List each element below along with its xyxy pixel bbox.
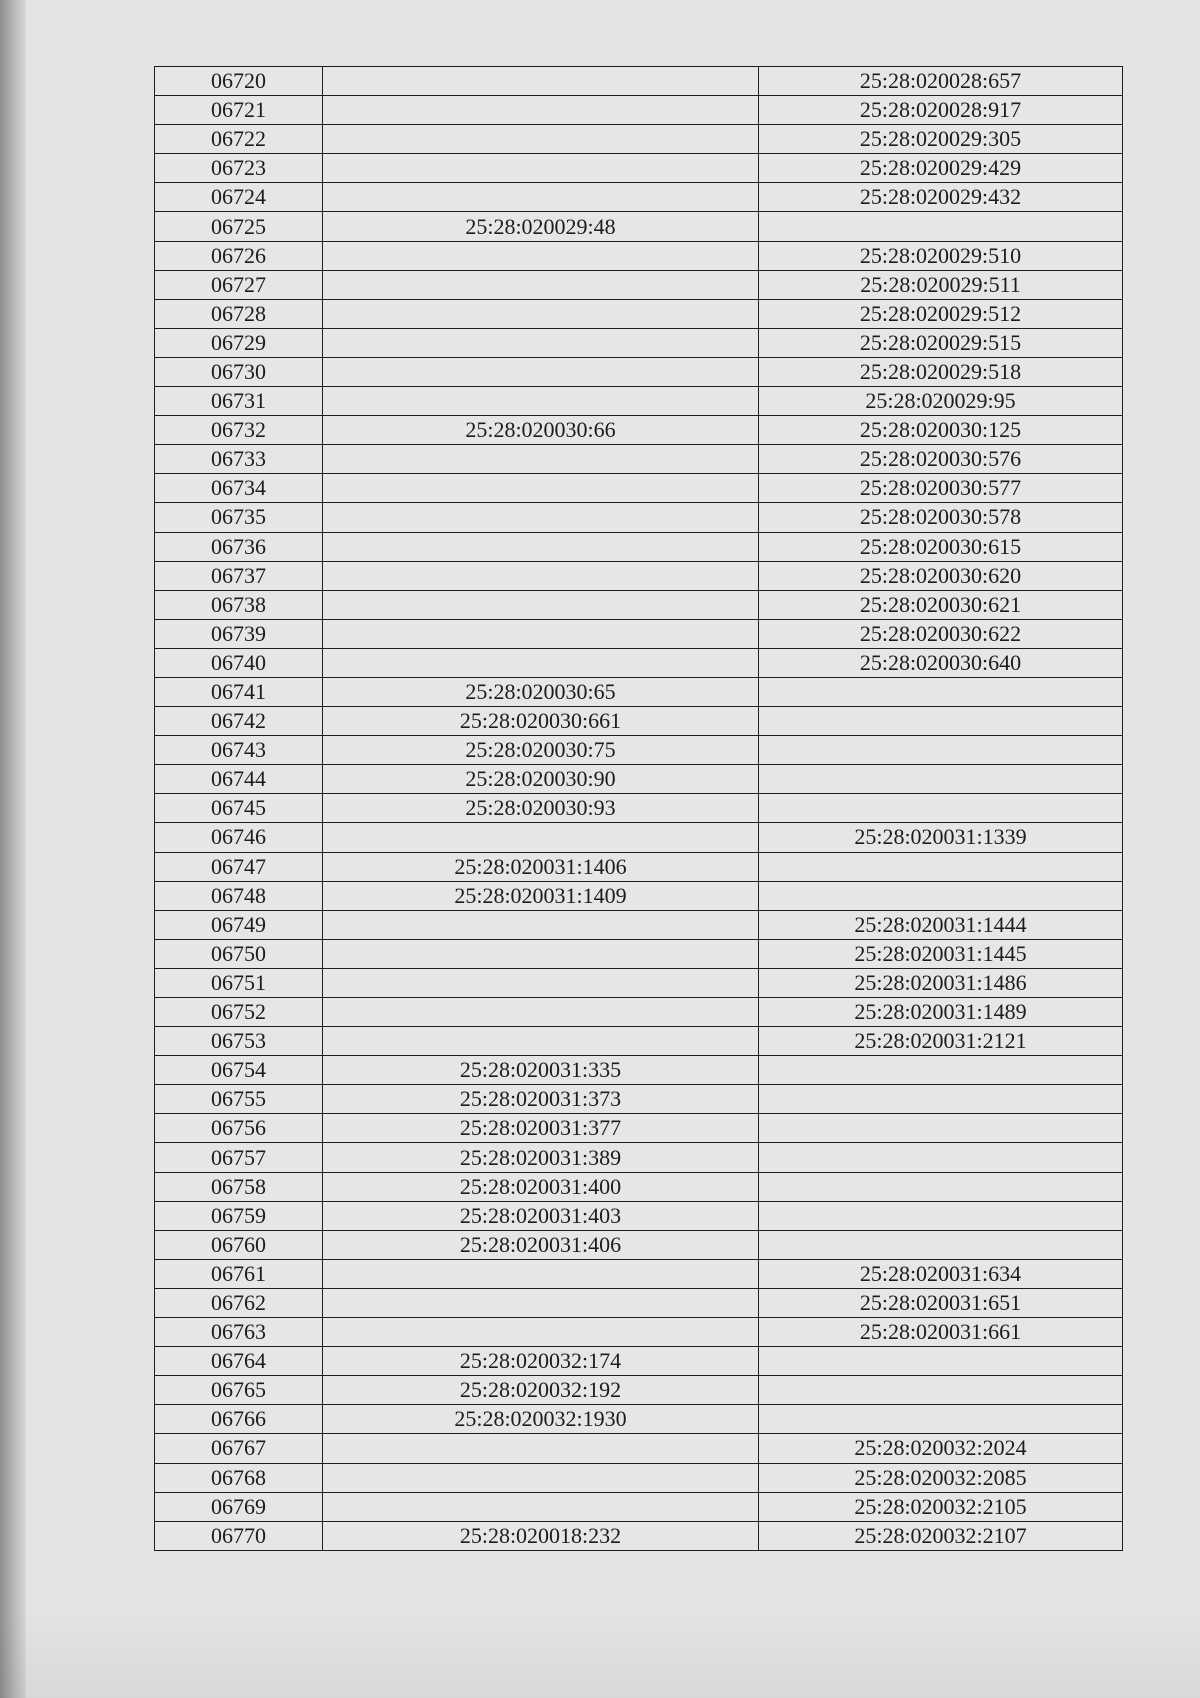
cadastral-number-cell-b: 25:28:020032:2105 [759,1492,1123,1521]
table-row [155,125,1123,154]
cadastral-number-cell-a [323,328,759,357]
table-row [155,910,1123,939]
row-number-cell: 06765 [155,1376,323,1405]
cadastral-number-cell-a: 25:28:020031:373 [323,1085,759,1114]
cadastral-number-cell-b: 25:28:020031:1445 [759,939,1123,968]
cadastral-number-cell-a: 25:28:020029:48 [323,212,759,241]
table-row [155,416,1123,445]
cadastral-number-cell-b: 25:28:020029:515 [759,328,1123,357]
cadastral-number-cell-a [323,648,759,677]
row-number-cell: 06728 [155,299,323,328]
cadastral-number-cell-b [759,736,1123,765]
row-number-cell: 06733 [155,445,323,474]
row-number-cell: 06726 [155,241,323,270]
row-number-cell: 06730 [155,357,323,386]
row-number-cell: 06761 [155,1259,323,1288]
cadastral-number-cell-b: 25:28:020030:615 [759,532,1123,561]
cadastral-number-cell-b: 25:28:020031:1339 [759,823,1123,852]
row-number-cell: 06721 [155,96,323,125]
cadastral-number-cell-b [759,1376,1123,1405]
cadastral-number-cell-b: 25:28:020029:429 [759,154,1123,183]
row-number-cell: 06723 [155,154,323,183]
cadastral-number-cell-a [323,1318,759,1347]
row-number-cell: 06732 [155,416,323,445]
table-row [155,1085,1123,1114]
row-number-cell: 06722 [155,125,323,154]
page-binding-edge [0,0,26,1698]
row-number-cell: 06742 [155,707,323,736]
cadastral-number-cell-b: 25:28:020030:622 [759,619,1123,648]
cadastral-number-cell-b: 25:28:020031:1486 [759,968,1123,997]
cadastral-number-cell-a [323,619,759,648]
cadastral-number-cell-a [323,299,759,328]
table-row [155,707,1123,736]
cadastral-number-cell-b [759,765,1123,794]
table-row [155,794,1123,823]
table-row [155,1492,1123,1521]
table-row [155,1318,1123,1347]
table-row [155,619,1123,648]
cadastral-number-cell-b: 25:28:020031:1444 [759,910,1123,939]
cadastral-number-cell-a: 25:28:020032:1930 [323,1405,759,1434]
row-number-cell: 06737 [155,561,323,590]
cadastral-number-cell-a [323,387,759,416]
cadastral-number-cell-a: 25:28:020032:174 [323,1347,759,1376]
row-number-cell: 06743 [155,736,323,765]
table-row [155,1172,1123,1201]
row-number-cell: 06749 [155,910,323,939]
cadastral-number-cell-b: 25:28:020029:432 [759,183,1123,212]
row-number-cell: 06736 [155,532,323,561]
cadastral-number-cell-a: 25:28:020018:232 [323,1521,759,1550]
cadastral-number-cell-b [759,1201,1123,1230]
cadastral-number-cell-b [759,852,1123,881]
cadastral-number-cell-b: 25:28:020032:2024 [759,1434,1123,1463]
cadastral-number-cell-b: 25:28:020030:125 [759,416,1123,445]
table-row [155,212,1123,241]
row-number-cell: 06729 [155,328,323,357]
row-number-cell: 06725 [155,212,323,241]
cadastral-number-cell-a: 25:28:020030:661 [323,707,759,736]
cadastral-number-cell-a [323,241,759,270]
row-number-cell: 06748 [155,881,323,910]
table-row [155,561,1123,590]
table-row [155,1027,1123,1056]
cadastral-number-cell-b [759,677,1123,706]
cadastral-number-cell-a: 25:28:020031:335 [323,1056,759,1085]
row-number-cell: 06756 [155,1114,323,1143]
cadastral-number-cell-b: 25:28:020030:620 [759,561,1123,590]
row-number-cell: 06746 [155,823,323,852]
cadastral-number-cell-a [323,823,759,852]
cadastral-number-cell-b: 25:28:020029:95 [759,387,1123,416]
cadastral-number-cell-a: 25:28:020032:192 [323,1376,759,1405]
table-row [155,648,1123,677]
table-row [155,1201,1123,1230]
table-row [155,183,1123,212]
cadastral-number-cell-a [323,998,759,1027]
row-number-cell: 06724 [155,183,323,212]
table-row [155,270,1123,299]
cadastral-number-cell-b: 25:28:020028:657 [759,67,1123,96]
table-row [155,67,1123,96]
table-row [155,328,1123,357]
cadastral-number-cell-a: 25:28:020030:93 [323,794,759,823]
cadastral-number-cell-a: 25:28:020031:406 [323,1230,759,1259]
cadastral-number-cell-a: 25:28:020031:377 [323,1114,759,1143]
row-number-cell: 06752 [155,998,323,1027]
cadastral-number-cell-b: 25:28:020030:640 [759,648,1123,677]
row-number-cell: 06757 [155,1143,323,1172]
cadastral-number-cell-b [759,212,1123,241]
table-row [155,357,1123,386]
cadastral-number-cell-a: 25:28:020031:389 [323,1143,759,1172]
table-row [155,1230,1123,1259]
row-number-cell: 06759 [155,1201,323,1230]
row-number-cell: 06766 [155,1405,323,1434]
row-number-cell: 06770 [155,1521,323,1550]
cadastral-number-cell-b [759,1347,1123,1376]
row-number-cell: 06720 [155,67,323,96]
cadastral-number-cell-b [759,1085,1123,1114]
cadastral-number-cell-a [323,532,759,561]
cadastral-number-cell-b [759,794,1123,823]
table-row [155,590,1123,619]
cadastral-number-cell-a: 25:28:020031:1406 [323,852,759,881]
cadastral-number-cell-a [323,1434,759,1463]
cadastral-number-cell-a: 25:28:020031:1409 [323,881,759,910]
cadastral-number-cell-b: 25:28:020031:634 [759,1259,1123,1288]
cadastral-number-cell-a: 25:28:020031:403 [323,1201,759,1230]
table-row [155,1114,1123,1143]
cadastral-number-cell-b: 25:28:020029:518 [759,357,1123,386]
cadastral-number-cell-b: 25:28:020028:917 [759,96,1123,125]
table-row [155,1521,1123,1550]
row-number-cell: 06754 [155,1056,323,1085]
cadastral-number-cell-a [323,561,759,590]
cadastral-number-cell-b [759,1230,1123,1259]
table-row [155,503,1123,532]
row-number-cell: 06745 [155,794,323,823]
table-row [155,1376,1123,1405]
cadastral-number-cell-b [759,1114,1123,1143]
row-number-cell: 06747 [155,852,323,881]
row-number-cell: 06763 [155,1318,323,1347]
table-row [155,532,1123,561]
cadastral-number-cell-b: 25:28:020029:511 [759,270,1123,299]
cadastral-number-cell-b: 25:28:020031:2121 [759,1027,1123,1056]
cadastral-number-cell-a [323,590,759,619]
row-number-cell: 06764 [155,1347,323,1376]
table-row [155,998,1123,1027]
table-row [155,881,1123,910]
cadastral-number-cell-b: 25:28:020030:578 [759,503,1123,532]
table-row [155,1056,1123,1085]
cadastral-number-cell-a [323,910,759,939]
table-row [155,299,1123,328]
table-row [155,474,1123,503]
cadastral-number-cell-b: 25:28:020031:1489 [759,998,1123,1027]
cadastral-number-cell-a [323,154,759,183]
table-row [155,852,1123,881]
cadastral-number-cell-a [323,67,759,96]
cadastral-number-cell-a [323,1288,759,1317]
cadastral-number-cell-b [759,707,1123,736]
cadastral-number-cell-a [323,183,759,212]
table-row [155,1434,1123,1463]
cadastral-number-cell-a [323,1259,759,1288]
cadastral-number-cell-a [323,474,759,503]
row-number-cell: 06739 [155,619,323,648]
row-number-cell: 06767 [155,1434,323,1463]
cadastral-number-cell-a [323,96,759,125]
table-row [155,939,1123,968]
row-number-cell: 06755 [155,1085,323,1114]
cadastral-number-cell-b: 25:28:020029:305 [759,125,1123,154]
cadastral-number-cell-a [323,1492,759,1521]
table-body [155,67,1123,1551]
table-row [155,968,1123,997]
cadastral-number-cell-a: 25:28:020030:65 [323,677,759,706]
cadastral-number-cell-a: 25:28:020030:66 [323,416,759,445]
cadastral-number-cell-a [323,445,759,474]
cadastral-number-cell-a: 25:28:020030:75 [323,736,759,765]
row-number-cell: 06734 [155,474,323,503]
row-number-cell: 06769 [155,1492,323,1521]
cadastral-number-table [154,66,1123,1551]
table-row [155,823,1123,852]
cadastral-number-cell-a [323,1463,759,1492]
cadastral-number-cell-a [323,1027,759,1056]
cadastral-number-cell-b [759,1056,1123,1085]
cadastral-number-cell-a [323,270,759,299]
cadastral-number-cell-b: 25:28:020032:2085 [759,1463,1123,1492]
cadastral-number-cell-a [323,968,759,997]
cadastral-number-cell-b [759,881,1123,910]
row-number-cell: 06738 [155,590,323,619]
cadastral-number-cell-b: 25:28:020030:576 [759,445,1123,474]
row-number-cell: 06762 [155,1288,323,1317]
cadastral-number-cell-b: 25:28:020032:2107 [759,1521,1123,1550]
table-row [155,1288,1123,1317]
row-number-cell: 06727 [155,270,323,299]
cadastral-number-cell-a: 25:28:020030:90 [323,765,759,794]
cadastral-number-cell-a [323,357,759,386]
row-number-cell: 06740 [155,648,323,677]
cadastral-number-cell-b: 25:28:020030:621 [759,590,1123,619]
table-row [155,736,1123,765]
cadastral-number-cell-a [323,125,759,154]
row-number-cell: 06731 [155,387,323,416]
table-row [155,387,1123,416]
cadastral-number-cell-b [759,1172,1123,1201]
row-number-cell: 06768 [155,1463,323,1492]
table-row [155,241,1123,270]
row-number-cell: 06741 [155,677,323,706]
row-number-cell: 06758 [155,1172,323,1201]
table-row [155,765,1123,794]
cadastral-number-cell-b: 25:28:020031:661 [759,1318,1123,1347]
table-row [155,1143,1123,1172]
table-row [155,1347,1123,1376]
page-shadow [0,1608,1200,1698]
table-row [155,1463,1123,1492]
table-row [155,154,1123,183]
cadastral-number-cell-a [323,503,759,532]
table-row [155,677,1123,706]
row-number-cell: 06735 [155,503,323,532]
table-row [155,1259,1123,1288]
cadastral-number-cell-b: 25:28:020029:512 [759,299,1123,328]
cadastral-number-cell-b: 25:28:020031:651 [759,1288,1123,1317]
row-number-cell: 06760 [155,1230,323,1259]
cadastral-number-cell-a: 25:28:020031:400 [323,1172,759,1201]
cadastral-number-cell-b [759,1143,1123,1172]
row-number-cell: 06753 [155,1027,323,1056]
cadastral-number-cell-a [323,939,759,968]
row-number-cell: 06744 [155,765,323,794]
row-number-cell: 06750 [155,939,323,968]
table-row [155,1405,1123,1434]
cadastral-number-cell-b: 25:28:020029:510 [759,241,1123,270]
table-row [155,96,1123,125]
cadastral-number-cell-b: 25:28:020030:577 [759,474,1123,503]
row-number-cell: 06751 [155,968,323,997]
table-row [155,445,1123,474]
cadastral-number-cell-b [759,1405,1123,1434]
